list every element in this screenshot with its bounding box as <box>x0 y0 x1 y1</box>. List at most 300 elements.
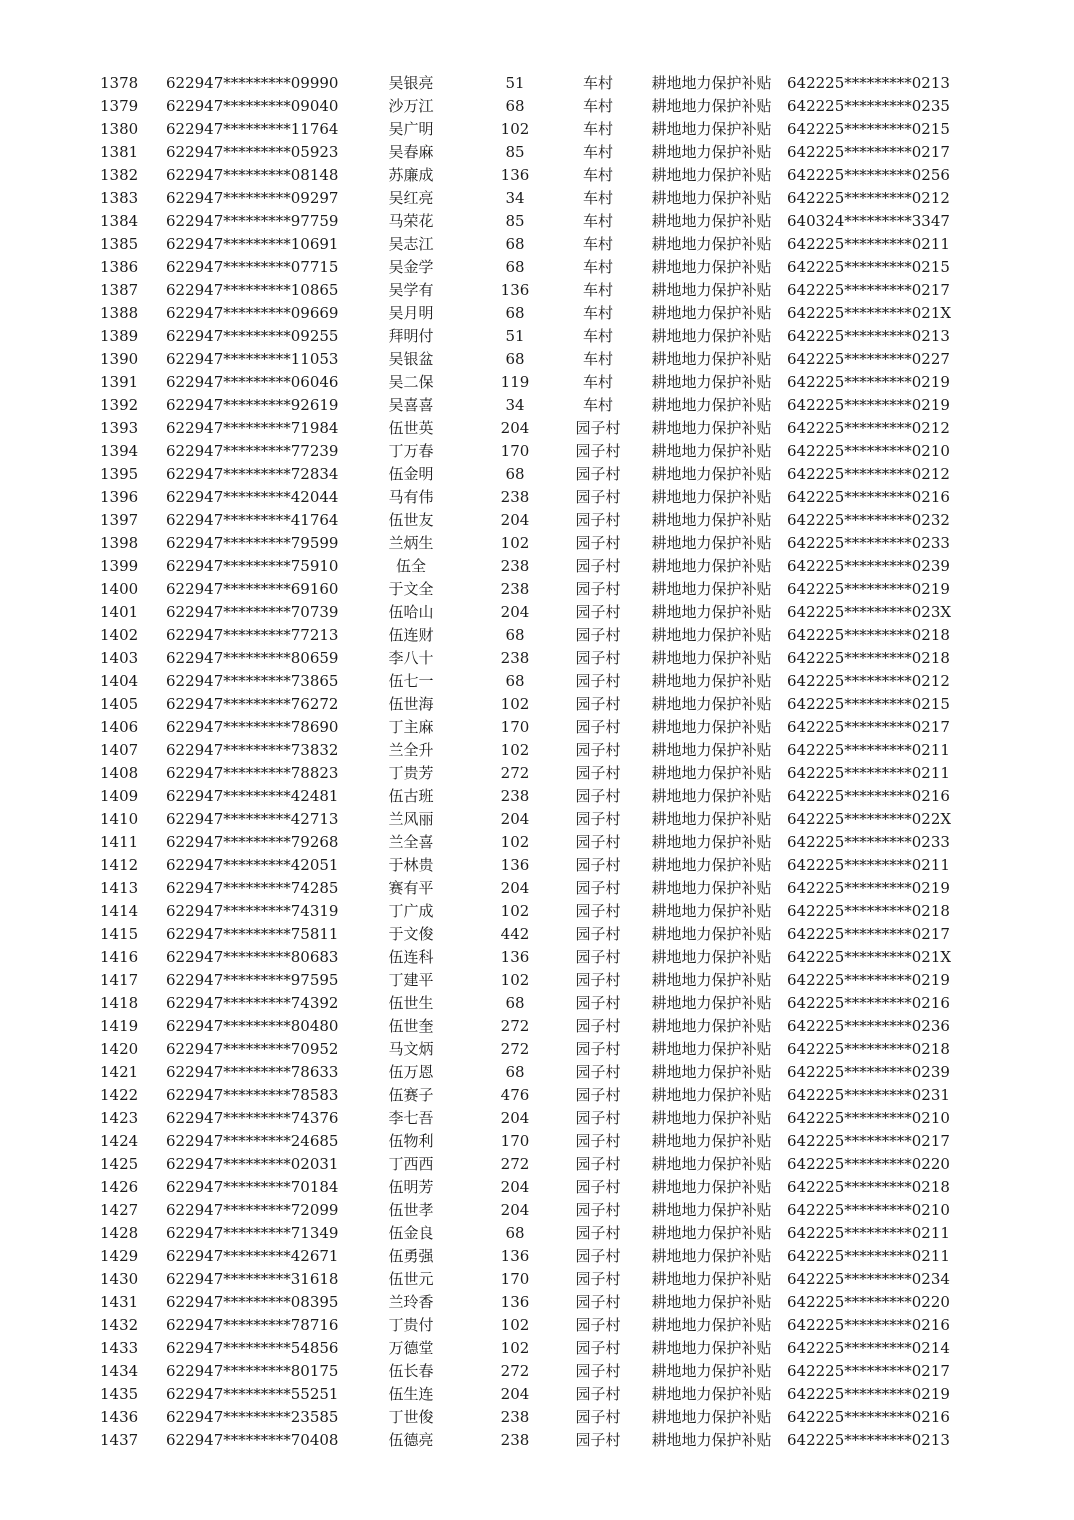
subsidy-amount: 170 <box>500 1270 530 1288</box>
table-row <box>100 256 987 279</box>
bank-card-number: 622947*********74319 <box>166 902 339 920</box>
row-number: 1414 <box>100 902 139 920</box>
table-row <box>100 624 987 647</box>
recipient-name: 万德堂 <box>388 1339 434 1357</box>
recipient-name: 伍世奎 <box>388 1017 434 1035</box>
subsidy-amount: 204 <box>500 1178 530 1196</box>
row-number: 1437 <box>100 1431 139 1449</box>
id-card-number: 642225*********0212 <box>787 672 950 690</box>
subsidy-type: 耕地地力保护补贴 <box>651 74 772 92</box>
bank-card-number: 622947*********77213 <box>166 626 339 644</box>
table-row <box>100 302 987 325</box>
id-card-number: 642225*********021X <box>787 948 952 966</box>
village-name: 园子村 <box>575 833 621 851</box>
row-number: 1391 <box>100 373 139 391</box>
bank-card-number: 622947*********78716 <box>166 1316 339 1334</box>
id-card-number: 642225*********0213 <box>787 327 950 345</box>
recipient-name: 兰玲香 <box>388 1293 434 1311</box>
recipient-name: 吴红亮 <box>388 189 434 207</box>
subsidy-amount: 68 <box>505 672 525 690</box>
row-number: 1420 <box>100 1040 139 1058</box>
table-row <box>100 969 987 992</box>
village-name: 园子村 <box>575 419 621 437</box>
village-name: 园子村 <box>575 1040 621 1058</box>
row-number: 1395 <box>100 465 139 483</box>
id-card-number: 642225*********0220 <box>787 1293 950 1311</box>
bank-card-number: 622947*********74285 <box>166 879 339 897</box>
village-name: 园子村 <box>575 902 621 920</box>
subsidy-type: 耕地地力保护补贴 <box>651 1132 772 1150</box>
bank-card-number: 622947*********54856 <box>166 1339 339 1357</box>
recipient-name: 伍世友 <box>388 511 434 529</box>
subsidy-type: 耕地地力保护补贴 <box>651 1040 772 1058</box>
bank-card-number: 622947*********42713 <box>166 810 339 828</box>
table-row <box>100 1130 987 1153</box>
village-name: 园子村 <box>575 442 621 460</box>
id-card-number: 642225*********0219 <box>787 1385 950 1403</box>
id-card-number: 642225*********0218 <box>787 626 950 644</box>
subsidy-amount: 136 <box>500 166 530 184</box>
village-name: 园子村 <box>575 557 621 575</box>
bank-card-number: 622947*********75811 <box>166 925 339 943</box>
subsidy-type: 耕地地力保护补贴 <box>651 948 772 966</box>
row-number: 1406 <box>100 718 139 736</box>
village-name: 园子村 <box>575 879 621 897</box>
row-number: 1419 <box>100 1017 139 1035</box>
recipient-name: 于文俊 <box>388 925 434 943</box>
subsidy-amount: 102 <box>500 534 530 552</box>
recipient-name: 吴广明 <box>388 120 434 138</box>
subsidy-type: 耕地地力保护补贴 <box>651 580 772 598</box>
subsidy-type: 耕地地力保护补贴 <box>651 925 772 943</box>
subsidy-type: 耕地地力保护补贴 <box>651 511 772 529</box>
row-number: 1380 <box>100 120 139 138</box>
row-number: 1387 <box>100 281 139 299</box>
table-row <box>100 72 987 95</box>
village-name: 园子村 <box>575 718 621 736</box>
subsidy-amount: 136 <box>500 1293 530 1311</box>
bank-card-number: 622947*********72834 <box>166 465 339 483</box>
table-row <box>100 463 987 486</box>
bank-card-number: 622947*********09040 <box>166 97 339 115</box>
table-row <box>100 417 987 440</box>
table-row <box>100 808 987 831</box>
recipient-name: 吴银亮 <box>388 74 434 92</box>
village-name: 园子村 <box>575 1293 621 1311</box>
village-name: 车村 <box>582 327 613 345</box>
subsidy-type: 耕地地力保护补贴 <box>651 718 772 736</box>
row-number: 1398 <box>100 534 139 552</box>
recipient-name: 伍长春 <box>388 1362 434 1380</box>
recipient-name: 伍万恩 <box>388 1063 434 1081</box>
subsidy-amount: 102 <box>500 741 530 759</box>
subsidy-type: 耕地地力保护补贴 <box>651 327 772 345</box>
table-row <box>100 992 987 1015</box>
subsidy-type: 耕地地力保护补贴 <box>651 626 772 644</box>
subsidy-type: 耕地地力保护补贴 <box>651 1293 772 1311</box>
bank-card-number: 622947*********92619 <box>166 396 339 414</box>
subsidy-amount: 85 <box>505 143 525 161</box>
row-number: 1413 <box>100 879 139 897</box>
bank-card-number: 622947*********11053 <box>166 350 339 368</box>
subsidy-amount: 68 <box>505 350 525 368</box>
table-row <box>100 371 987 394</box>
bank-card-number: 622947*********78583 <box>166 1086 339 1104</box>
subsidy-amount: 102 <box>500 902 530 920</box>
row-number: 1426 <box>100 1178 139 1196</box>
row-number: 1422 <box>100 1086 139 1104</box>
row-number: 1430 <box>100 1270 139 1288</box>
table-row <box>100 762 987 785</box>
subsidy-amount: 272 <box>500 1017 530 1035</box>
subsidy-amount: 34 <box>505 189 525 207</box>
id-card-number: 642225*********0210 <box>787 442 950 460</box>
row-number: 1396 <box>100 488 139 506</box>
table-row <box>100 1383 987 1406</box>
village-name: 园子村 <box>575 741 621 759</box>
id-card-number: 642225*********0211 <box>787 1247 950 1265</box>
subsidy-type: 耕地地力保护补贴 <box>651 1431 772 1449</box>
subsidy-amount: 136 <box>500 1247 530 1265</box>
id-card-number: 642225*********0218 <box>787 902 950 920</box>
village-name: 园子村 <box>575 810 621 828</box>
subsidy-type: 耕地地力保护补贴 <box>651 557 772 575</box>
subsidy-amount: 204 <box>500 1385 530 1403</box>
subsidy-amount: 102 <box>500 971 530 989</box>
table-row <box>100 1015 987 1038</box>
subsidy-type: 耕地地力保护补贴 <box>651 672 772 690</box>
subsidy-amount: 442 <box>500 925 530 943</box>
subsidy-type: 耕地地力保护补贴 <box>651 741 772 759</box>
subsidy-amount: 170 <box>500 718 530 736</box>
id-card-number: 642225*********0231 <box>787 1086 950 1104</box>
bank-card-number: 622947*********78823 <box>166 764 339 782</box>
row-number: 1415 <box>100 925 139 943</box>
subsidy-type: 耕地地力保护补贴 <box>651 1178 772 1196</box>
bank-card-number: 622947*********71349 <box>166 1224 339 1242</box>
row-number: 1400 <box>100 580 139 598</box>
row-number: 1421 <box>100 1063 139 1081</box>
table-row <box>100 486 987 509</box>
subsidy-amount: 204 <box>500 603 530 621</box>
recipient-name: 伍金明 <box>388 465 434 483</box>
village-name: 园子村 <box>575 626 621 644</box>
recipient-name: 拜明付 <box>388 327 434 345</box>
table-row <box>100 394 987 417</box>
bank-card-number: 622947*********42051 <box>166 856 339 874</box>
recipient-name: 伍古班 <box>388 787 434 805</box>
subsidy-amount: 68 <box>505 97 525 115</box>
recipient-name: 吴喜喜 <box>388 396 434 414</box>
id-card-number: 642225*********0211 <box>787 856 950 874</box>
bank-card-number: 622947*********78633 <box>166 1063 339 1081</box>
subsidy-amount: 476 <box>500 1086 530 1104</box>
village-name: 园子村 <box>575 1201 621 1219</box>
bank-card-number: 622947*********70952 <box>166 1040 339 1058</box>
id-card-number: 642225*********0216 <box>787 787 950 805</box>
subsidy-amount: 68 <box>505 304 525 322</box>
subsidy-amount: 68 <box>505 258 525 276</box>
village-name: 车村 <box>582 143 613 161</box>
recipient-name: 马文炳 <box>388 1040 434 1058</box>
bank-card-number: 622947*********09669 <box>166 304 339 322</box>
table-row <box>100 1199 987 1222</box>
row-number: 1410 <box>100 810 139 828</box>
village-name: 园子村 <box>575 695 621 713</box>
row-number: 1429 <box>100 1247 139 1265</box>
subsidy-amount: 68 <box>505 1224 525 1242</box>
recipient-name: 伍连财 <box>388 626 434 644</box>
table-row <box>100 1337 987 1360</box>
bank-card-number: 622947*********80659 <box>166 649 339 667</box>
bank-card-number: 622947*********80480 <box>166 1017 339 1035</box>
village-name: 车村 <box>582 373 613 391</box>
recipient-name: 丁万春 <box>388 442 434 460</box>
table-row <box>100 1107 987 1130</box>
id-card-number: 642225*********022X <box>787 810 952 828</box>
subsidy-type: 耕地地力保护补贴 <box>651 902 772 920</box>
subsidy-type: 耕地地力保护补贴 <box>651 1408 772 1426</box>
subsidy-type: 耕地地力保护补贴 <box>651 1224 772 1242</box>
row-number: 1435 <box>100 1385 139 1403</box>
table-row <box>100 440 987 463</box>
recipient-name: 兰风丽 <box>388 810 434 828</box>
row-number: 1401 <box>100 603 139 621</box>
subsidy-amount: 102 <box>500 833 530 851</box>
village-name: 园子村 <box>575 488 621 506</box>
row-number: 1434 <box>100 1362 139 1380</box>
table-row <box>100 877 987 900</box>
village-name: 园子村 <box>575 1178 621 1196</box>
table-row <box>100 1084 987 1107</box>
bank-card-number: 622947*********09255 <box>166 327 339 345</box>
recipient-name: 丁贵芳 <box>388 764 434 782</box>
row-number: 1403 <box>100 649 139 667</box>
id-card-number: 642225*********0216 <box>787 488 950 506</box>
recipient-name: 李七吾 <box>388 1109 434 1127</box>
subsidy-amount: 238 <box>500 649 530 667</box>
subsidy-amount: 204 <box>500 810 530 828</box>
recipient-name: 吴银盆 <box>388 350 434 368</box>
recipient-name: 伍世元 <box>388 1270 434 1288</box>
id-card-number: 642225*********0219 <box>787 396 950 414</box>
village-name: 园子村 <box>575 1385 621 1403</box>
row-number: 1381 <box>100 143 139 161</box>
table-row <box>100 716 987 739</box>
village-name: 园子村 <box>575 1063 621 1081</box>
bank-card-number: 622947*********42671 <box>166 1247 339 1265</box>
row-number: 1386 <box>100 258 139 276</box>
row-number: 1378 <box>100 74 139 92</box>
table-row <box>100 946 987 969</box>
table-row <box>100 1222 987 1245</box>
id-card-number: 642225*********0217 <box>787 925 950 943</box>
bank-card-number: 622947*********09990 <box>166 74 339 92</box>
id-card-number: 642225*********0219 <box>787 971 950 989</box>
subsidy-amount: 136 <box>500 281 530 299</box>
row-number: 1409 <box>100 787 139 805</box>
subsidy-type: 耕地地力保护补贴 <box>651 1063 772 1081</box>
village-name: 园子村 <box>575 1339 621 1357</box>
bank-card-number: 622947*********69160 <box>166 580 339 598</box>
bank-card-number: 622947*********10691 <box>166 235 339 253</box>
row-number: 1390 <box>100 350 139 368</box>
table-row <box>100 601 987 624</box>
recipient-name: 赛有平 <box>388 879 434 897</box>
village-name: 车村 <box>582 120 613 138</box>
subsidy-type: 耕地地力保护补贴 <box>651 143 772 161</box>
subsidy-type: 耕地地力保护补贴 <box>651 442 772 460</box>
table-row <box>100 831 987 854</box>
row-number: 1407 <box>100 741 139 759</box>
recipient-name: 于林贵 <box>388 856 434 874</box>
table-row <box>100 693 987 716</box>
id-card-number: 642225*********0216 <box>787 1408 950 1426</box>
subsidy-type: 耕地地力保护补贴 <box>651 97 772 115</box>
row-number: 1397 <box>100 511 139 529</box>
id-card-number: 642225*********0219 <box>787 580 950 598</box>
table-row <box>100 1314 987 1337</box>
id-card-number: 642225*********0220 <box>787 1155 950 1173</box>
recipient-name: 吴学有 <box>388 281 434 299</box>
table-row <box>100 739 987 762</box>
subsidy-amount: 34 <box>505 396 525 414</box>
village-name: 园子村 <box>575 948 621 966</box>
village-name: 园子村 <box>575 1017 621 1035</box>
village-name: 车村 <box>582 350 613 368</box>
recipient-name: 伍生连 <box>388 1385 434 1403</box>
recipient-name: 伍全 <box>395 557 426 575</box>
bank-card-number: 622947*********74392 <box>166 994 339 1012</box>
table-row <box>100 578 987 601</box>
subsidy-type: 耕地地力保护补贴 <box>651 856 772 874</box>
subsidy-amount: 238 <box>500 1431 530 1449</box>
id-card-number: 642225*********0217 <box>787 1362 950 1380</box>
village-name: 车村 <box>582 258 613 276</box>
village-name: 园子村 <box>575 649 621 667</box>
recipient-name: 伍勇强 <box>388 1247 434 1265</box>
subsidy-amount: 204 <box>500 511 530 529</box>
recipient-name: 兰炳生 <box>388 534 434 552</box>
id-card-number: 642225*********0216 <box>787 1316 950 1334</box>
recipient-name: 伍明芳 <box>388 1178 434 1196</box>
village-name: 园子村 <box>575 1155 621 1173</box>
recipient-name: 伍世生 <box>388 994 434 1012</box>
village-name: 园子村 <box>575 672 621 690</box>
subsidy-amount: 102 <box>500 695 530 713</box>
id-card-number: 642225*********0217 <box>787 718 950 736</box>
bank-card-number: 622947*********41764 <box>166 511 339 529</box>
subsidy-type: 耕地地力保护补贴 <box>651 787 772 805</box>
subsidy-amount: 204 <box>500 419 530 437</box>
subsidy-amount: 68 <box>505 465 525 483</box>
subsidy-amount: 119 <box>500 373 530 391</box>
row-number: 1418 <box>100 994 139 1012</box>
id-card-number: 642225*********0210 <box>787 1201 950 1219</box>
id-card-number: 642225*********0212 <box>787 465 950 483</box>
recipient-name: 兰全升 <box>388 741 434 759</box>
subsidy-type: 耕地地力保护补贴 <box>651 833 772 851</box>
bank-card-number: 622947*********80683 <box>166 948 339 966</box>
subsidy-amount: 272 <box>500 1362 530 1380</box>
subsidy-type: 耕地地力保护补贴 <box>651 1155 772 1173</box>
row-number: 1399 <box>100 557 139 575</box>
recipient-name: 吴月明 <box>388 304 434 322</box>
bank-card-number: 622947*********75910 <box>166 557 339 575</box>
table-row <box>100 1176 987 1199</box>
id-card-number: 642225*********0217 <box>787 143 950 161</box>
village-name: 园子村 <box>575 603 621 621</box>
table-row <box>100 141 987 164</box>
subsidy-amount: 204 <box>500 1109 530 1127</box>
id-card-number: 642225*********0239 <box>787 1063 950 1081</box>
table-row <box>100 900 987 923</box>
row-number: 1423 <box>100 1109 139 1127</box>
subsidy-type: 耕地地力保护补贴 <box>651 1270 772 1288</box>
subsidy-type: 耕地地力保护补贴 <box>651 1316 772 1334</box>
subsidy-type: 耕地地力保护补贴 <box>651 1109 772 1127</box>
id-card-number: 642225*********021X <box>787 304 952 322</box>
recipient-name: 伍七一 <box>388 672 434 690</box>
bank-card-number: 622947*********42044 <box>166 488 339 506</box>
row-number: 1389 <box>100 327 139 345</box>
subsidy-amount: 272 <box>500 1155 530 1173</box>
id-card-number: 642225*********0235 <box>787 97 950 115</box>
subsidy-amount: 238 <box>500 557 530 575</box>
subsidy-amount: 238 <box>500 580 530 598</box>
recipient-name: 丁贵付 <box>388 1316 434 1334</box>
table-body <box>100 72 987 1452</box>
subsidy-type: 耕地地力保护补贴 <box>651 1247 772 1265</box>
row-number: 1416 <box>100 948 139 966</box>
village-name: 园子村 <box>575 1224 621 1242</box>
bank-card-number: 622947*********70184 <box>166 1178 339 1196</box>
bank-card-number: 622947*********70739 <box>166 603 339 621</box>
bank-card-number: 622947*********79268 <box>166 833 339 851</box>
row-number: 1392 <box>100 396 139 414</box>
id-card-number: 642225*********0233 <box>787 534 950 552</box>
village-name: 园子村 <box>575 1408 621 1426</box>
bank-card-number: 622947*********73832 <box>166 741 339 759</box>
subsidy-type: 耕地地力保护补贴 <box>651 189 772 207</box>
subsidy-amount: 204 <box>500 879 530 897</box>
id-card-number: 642225*********0232 <box>787 511 950 529</box>
row-number: 1411 <box>100 833 139 851</box>
bank-card-number: 622947*********79599 <box>166 534 339 552</box>
subsidy-amount: 51 <box>505 327 525 345</box>
recipient-name: 伍赛子 <box>388 1086 434 1104</box>
recipient-name: 伍连科 <box>388 948 434 966</box>
table-row <box>100 233 987 256</box>
table-row <box>100 95 987 118</box>
village-name: 园子村 <box>575 994 621 1012</box>
bank-card-number: 622947*********74376 <box>166 1109 339 1127</box>
table-row <box>100 1153 987 1176</box>
table-row <box>100 1360 987 1383</box>
subsidy-amount: 51 <box>505 74 525 92</box>
subsidy-amount: 102 <box>500 1316 530 1334</box>
row-number: 1393 <box>100 419 139 437</box>
id-card-number: 642225*********0215 <box>787 120 950 138</box>
subsidy-type: 耕地地力保护补贴 <box>651 879 772 897</box>
subsidy-amount: 136 <box>500 856 530 874</box>
subsidy-amount: 68 <box>505 235 525 253</box>
village-name: 园子村 <box>575 971 621 989</box>
village-name: 园子村 <box>575 764 621 782</box>
id-card-number: 642225*********0219 <box>787 373 950 391</box>
row-number: 1412 <box>100 856 139 874</box>
village-name: 车村 <box>582 189 613 207</box>
